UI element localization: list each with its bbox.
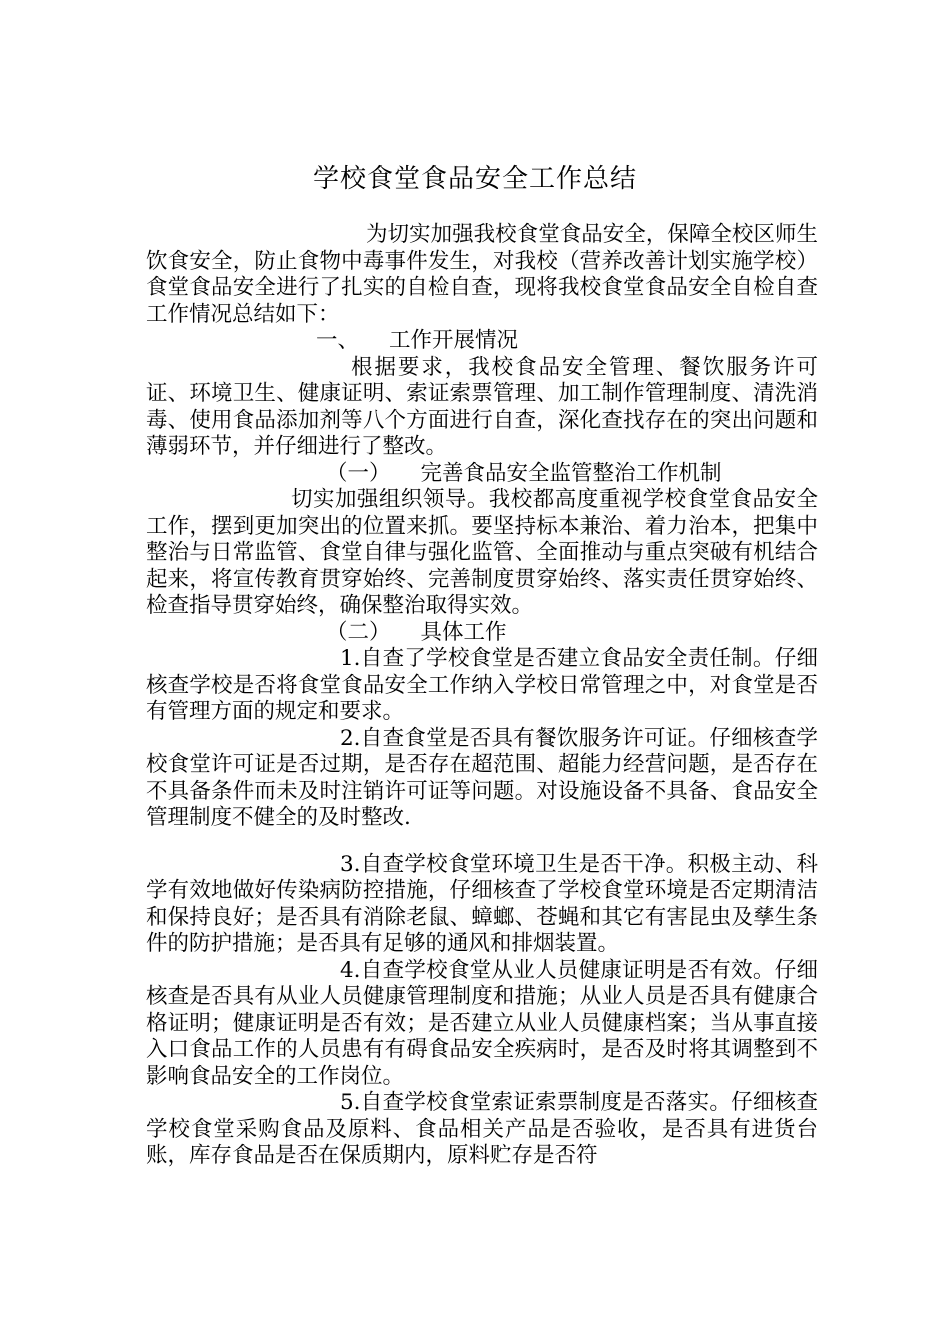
list-item: 3.自查学校食堂环境卫生是否干净。积极主动、科学有效地做好传染病防控措施，仔细核查了学校食堂环境是否定期清洁和保持良好；是否具有消除老鼠、蟑螂、苍蝇和其它有害昆虫及孳生条件的防护措施；是否具有足够的通风和排烟装置。	[146, 851, 818, 956]
list-item: 5.自查学校食堂索证索票制度是否落实。仔细核查学校食堂采购食品及原料、食品相关产品是否验收，是否具有进货台账，库存食品是否在保质期内，原料贮存是否符	[146, 1090, 818, 1168]
subsection-1-number: （一）	[326, 460, 391, 486]
list-item: 1.自查了学校食堂是否建立食品安全责任制。仔细核查学校是否将食堂食品安全工作纳入学校日常管理之中，对食堂是否有管理方面的规定和要求。	[146, 646, 818, 724]
section-1-number: 一、	[316, 328, 360, 353]
section-1-heading	[146, 328, 818, 355]
subsection-1-title: 完善食品安全监管整治工作机制	[420, 460, 722, 486]
section-1-paragraph: 根据要求，我校食品安全管理、餐饮服务许可证、环境卫生、健康证明、索证索票管理、加工制作管理制度、清洗消毒、使用食品添加剂等八个方面进行自查，深化查找存在的突出问题和薄弱环节，并仔细进行了整改。	[146, 354, 818, 459]
list-item: 2.自查食堂是否具有餐饮服务许可证。仔细核查学校食堂许可证是否过期，是否存在超范围、超能力经营问题，是否存在不具备条件而未及时注销许可证等问题。对设施设备不具备、食品安全管理制度不健全的及时整改.	[146, 725, 818, 830]
subsection-1-paragraph: 切实加强组织领导。我校都高度重视学校食堂食品安全工作，摆到更加突出的位置来抓。要坚持标本兼治、着力治本，把集中整治与日常监管、食堂自律与强化监管、全面推动与重点突破有机结合起来，将宣传教育贯穿始终、完善制度贯穿始终、落实责任贯穿始终、检查指导贯穿始终，确保整治取得实效。	[146, 487, 818, 618]
document-body	[146, 222, 818, 1170]
section-1-title: 工作开展情况	[389, 328, 519, 353]
intro-paragraph: 为切实加强我校食堂食品安全，保障全校区师生饮食安全，防止食物中毒事件发生，对我校（营养改善计划实施学校）食堂食品安全进行了扎实的自检自查，现将我校食堂食品安全自检自查工作情况总结如下：	[146, 222, 818, 327]
subsection-2-title: 具体工作	[420, 619, 507, 645]
subsection-1-heading	[146, 461, 818, 488]
list-item: 4.自查学校食堂从业人员健康证明是否有效。仔细核查是否具有从业人员健康管理制度和措施；从业人员是否具有健康合格证明；健康证明是否有效；是否建立从业人员健康档案；当从事直接入口食品工作的人员患有有碍食品安全疾病时，是否及时将其调整到不影响食品安全的工作岗位。	[146, 957, 818, 1089]
subsection-2-number: （二）	[326, 619, 391, 645]
subsection-2-heading	[146, 620, 818, 647]
document-title: 学校食堂食品安全工作总结	[312, 164, 637, 194]
